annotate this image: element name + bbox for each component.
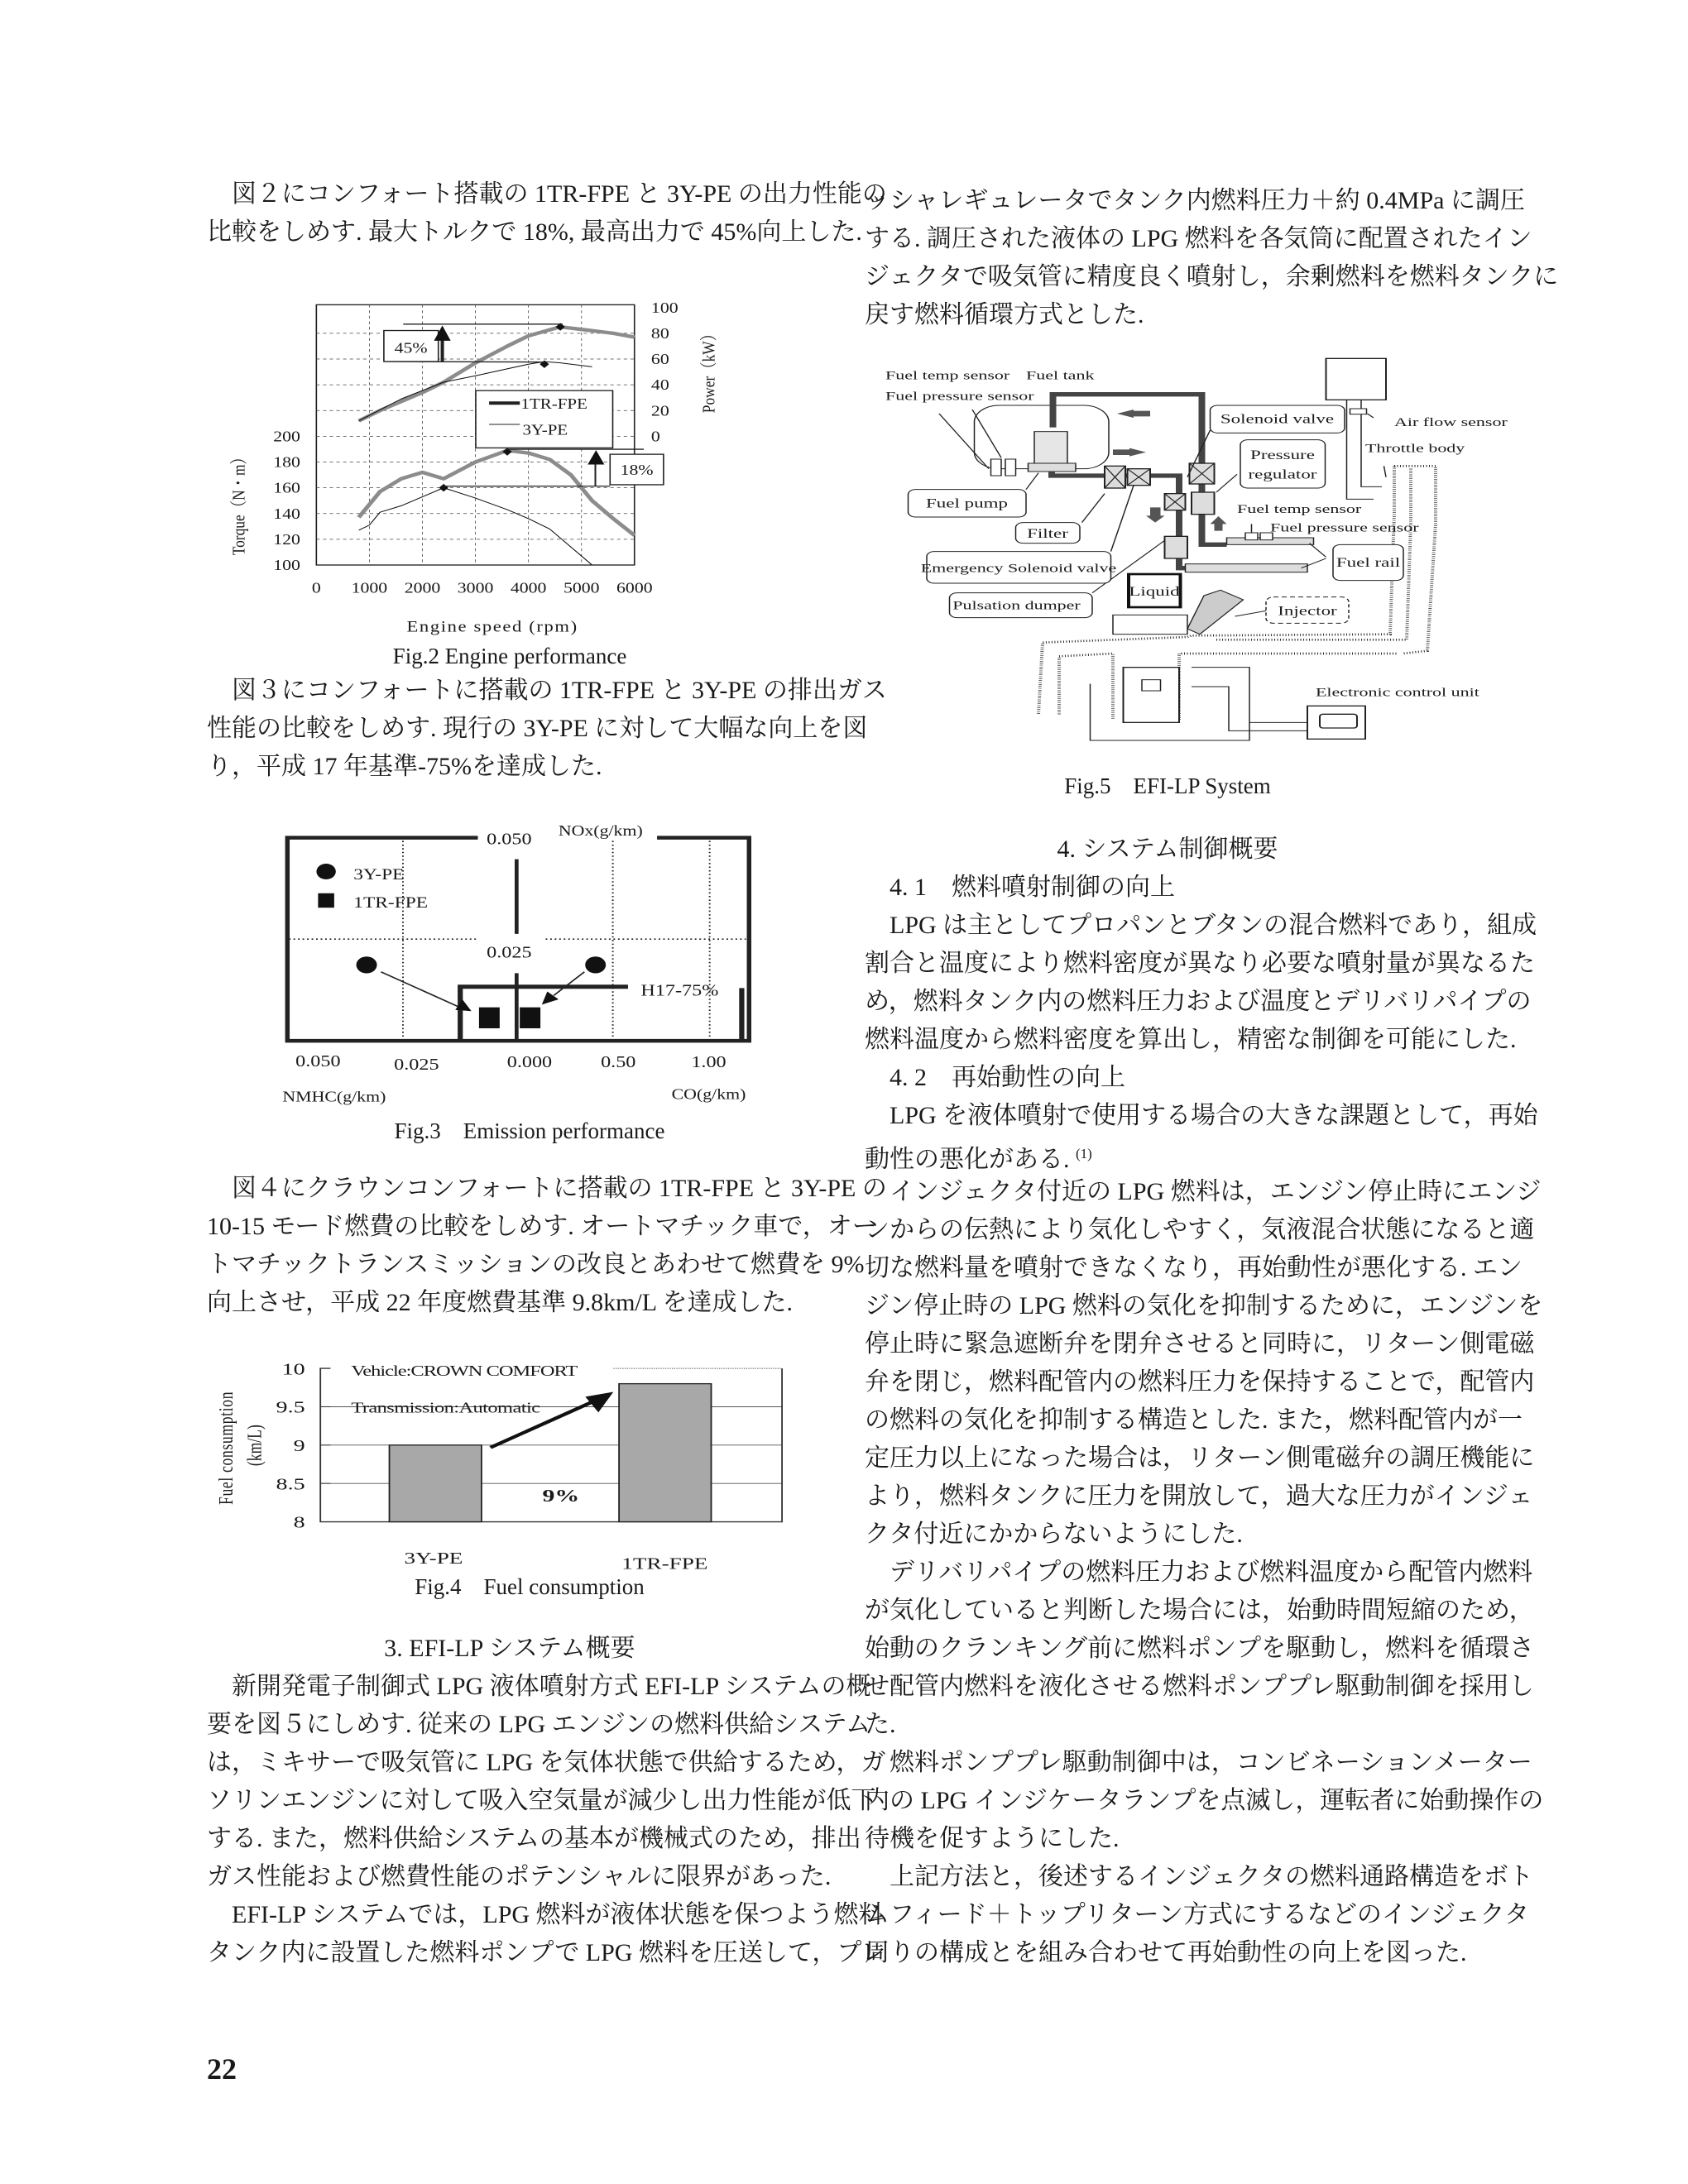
paragraph-line (865, 1401, 1523, 1439)
paragraph-line (865, 1325, 1535, 1363)
co-tick-label: 0.50 (601, 1051, 636, 1071)
line-text: 比較をしめす. 最大トルクで 18%, 最高出力で 45%向上した. (207, 218, 862, 246)
line-text: 動性の悪化がある. (865, 1146, 1076, 1173)
cylinder-head (1113, 615, 1187, 634)
y-tick-label-right: 60 (650, 351, 669, 368)
paragraph-line (207, 1170, 887, 1208)
paragraph-line (207, 1668, 871, 1706)
line-text: デリバリパイプの燃料圧力および燃料温度から配管内燃料 (890, 1559, 1533, 1586)
section-heading: 3. EFI-LP システム概要 (384, 1635, 635, 1662)
line-text: タンク内に設置した燃料ポンプで LPG 燃料を圧送して，プレ (207, 1939, 886, 1966)
x-tick-label: 5000 (563, 580, 600, 596)
line-text: ムフィード＋トップリターン方式にするなどのインジェクタ (865, 1901, 1529, 1928)
legend-marker-square (318, 893, 334, 908)
nox-tick-label: 0.025 (487, 942, 532, 961)
paragraph-line (865, 1934, 1470, 1972)
diagram-label-air-flow-sensor: Air flow sensor (1394, 415, 1508, 429)
fig4-caption: Fig.4 Fuel consumption (415, 1574, 645, 1599)
line-text: 図４にクラウンコンフォートに搭載の 1TR-FPE と 3Y-PE の (232, 1175, 887, 1202)
fig5-caption: Fig.5 EFI-LP System (1064, 774, 1271, 798)
bar-3y-pe (390, 1445, 482, 1522)
paragraph-line (207, 1782, 876, 1820)
x-tick-label: 0 (311, 580, 321, 596)
paragraph-line (207, 1246, 865, 1284)
line-text: クタ付近にかからないようにした. (865, 1521, 1243, 1548)
paragraph-line (207, 748, 813, 786)
paragraph-line (865, 1782, 1544, 1820)
improvement-arrow (381, 972, 458, 1007)
paragraph-line (865, 1211, 1535, 1249)
fuel-pressure-sensor-body (1005, 459, 1016, 476)
line-text: ッシャレギュレータでタンク内燃料圧力＋約 0.4MPa に調圧 (865, 187, 1525, 214)
co-axis-title: CO(g/km) (671, 1086, 746, 1103)
improvement-arrow (554, 972, 584, 996)
right-column-top (865, 182, 1559, 334)
y-tick-label-left: 100 (273, 557, 300, 574)
leader-line (1384, 466, 1387, 477)
diagram-label-pressure-regulator-2: regulator (1248, 467, 1317, 482)
y-axis-title-right: Power（kW） (700, 326, 720, 414)
paragraph-line (865, 1021, 1517, 1059)
point-3y-pe-co (585, 956, 606, 973)
pressure-regulator-body (1192, 492, 1215, 515)
point-1tr-fpe-co (520, 1008, 540, 1028)
nmhc-tick-label: 0.025 (394, 1055, 439, 1074)
section-heading: 4. システム制御概要 (1057, 836, 1278, 863)
legend-marker-circle (316, 864, 335, 879)
y-axis-unit: (km/L) (242, 1425, 266, 1467)
diagram-label-fuel-temp-sensor-2: Fuel temp sensor (1237, 502, 1362, 516)
diagram-label-fuel-tank: Fuel tank (1026, 368, 1095, 383)
arrow-up-icon (587, 450, 604, 464)
diagram-label-pressure-regulator-1: Pressure (1250, 448, 1315, 462)
piston-pin (1142, 680, 1161, 691)
line-text: 停止時に緊急遮断弁を閉弁させると同時に，リターン側電磁 (865, 1330, 1535, 1358)
line-text: LPG を液体噴射で使用する場合の大きな課題として，再始 (890, 1102, 1538, 1129)
line-text: ンからの伝熱により気化しやすく，気液混合状態になると適 (865, 1216, 1535, 1243)
fuel-consumption-chart (207, 1332, 803, 1597)
diagram-label-fuel-temp-sensor-1: Fuel temp sensor (885, 368, 1010, 383)
leader-line (1082, 494, 1105, 523)
line-text: 図３にコンフォートに搭載の 1TR-FPE と 3Y-PE の排出ガス (232, 677, 887, 704)
left-column-mid2 (207, 1170, 887, 1322)
paragraph-line (865, 220, 1532, 258)
x-tick-label: 2000 (404, 580, 441, 596)
paragraph-line (865, 1858, 1534, 1896)
y-tick-label: 8 (293, 1513, 305, 1532)
leader-line (1302, 558, 1326, 568)
y-tick-label-right: 20 (650, 402, 669, 419)
diagram-label-filter: Filter (1027, 527, 1068, 541)
paragraph-line (865, 983, 1532, 1021)
y-tick-label-right: 100 (650, 299, 679, 317)
line-text: する. また，燃料供給システムの基本が機械式のため，排出 (207, 1825, 861, 1852)
y-axis-title: Fuel consumption (213, 1391, 237, 1506)
y-tick-label: 9 (293, 1436, 305, 1455)
diagram-label-fuel-rail: Fuel rail (1336, 556, 1401, 570)
category-label: 3Y-PE (404, 1549, 463, 1569)
paragraph-line (207, 1858, 832, 1896)
emission-performance-chart (265, 811, 778, 1158)
diagram-label-ecu: Electronic control unit (1316, 686, 1479, 700)
line-text: は，ミキサーで吸気管に LPG を気体状態で供給するため，ガ (207, 1749, 886, 1776)
line-text: EFI-LP システムでは，LPG 燃料が液体状態を保つよう燃料 (232, 1901, 884, 1928)
diagram-label-pulsation-dumper: Pulsation dumper (952, 599, 1081, 613)
paragraph-line (865, 1592, 1534, 1630)
y-tick-label-left: 140 (273, 505, 300, 523)
x-tick-label: 6000 (616, 580, 653, 596)
paragraph-line (865, 1287, 1543, 1325)
paragraph-line (865, 1554, 1533, 1592)
y-tick-label-left: 200 (273, 429, 300, 445)
fuel-rail-lower (1186, 564, 1308, 572)
left-column-bottom (207, 1630, 886, 1972)
diagram-label-fuel-pressure-sensor-2: Fuel pressure sensor (1270, 521, 1419, 535)
line-text: 性能の比較をしめす. 現行の 3Y-PE に対して大幅な向上を図 (207, 715, 868, 742)
nox-tick-label: 0.050 (487, 829, 532, 848)
efi-lp-system-diagram (861, 347, 1523, 761)
paragraph-line (865, 1706, 1470, 1744)
left-column-top (207, 175, 887, 251)
line-text: 燃料温度から燃料密度を算出し，精密な制御を可能にした. (865, 1026, 1517, 1053)
flow-arrow-right (1113, 448, 1146, 457)
line-text: ガス性能および燃費性能のポテンシャルに限界があった. (207, 1863, 832, 1890)
paragraph-line (865, 1249, 1523, 1287)
nmhc-tick-label: 0.000 (506, 1051, 553, 1071)
y-tick-label-right: 80 (650, 325, 669, 342)
paragraph-line (207, 175, 887, 213)
paragraph-line (865, 1744, 1532, 1782)
line-text: 燃料ポンププレ駆動制御中は，コンビネーションメーター (890, 1749, 1532, 1776)
paragraph-line (865, 1439, 1535, 1478)
paragraph-line (865, 1820, 1470, 1858)
y-tick-label-right: 40 (650, 376, 669, 394)
flow-arrow-down (1146, 507, 1165, 522)
paragraph-line (207, 213, 862, 251)
nmhc-axis-title: NMHC(g/km) (282, 1089, 386, 1106)
x-tick-label: 4000 (510, 580, 547, 596)
line-text: 要を図５にしめす. 従来の LPG エンジンの燃料供給システム (207, 1711, 871, 1738)
paragraph-line (207, 1896, 884, 1934)
x-tick-label: 3000 (457, 580, 494, 596)
diagram-label-fuel-pressure-sensor-1: Fuel pressure sensor (885, 389, 1034, 404)
vehicle-note: Vehicle:CROWN COMFORT (351, 1363, 578, 1380)
line-text: め，燃料タンク内の燃料圧力および温度とデリバリパイプの (865, 988, 1532, 1015)
line-text: 待機を促すようにした. (865, 1825, 1120, 1852)
paragraph-line (865, 296, 1470, 334)
line-text: 向上させ，平成 22 年度燃費基準 9.8km/L を達成した. (207, 1289, 793, 1316)
right-column-bottom (865, 831, 1544, 1972)
line-text: ソリンエンジンに対して吸入空気量が減少し出力性能が低下 (207, 1787, 876, 1814)
line-text: ジン停止時の LPG 燃料の気化を抑制するために，エンジンを (865, 1292, 1543, 1320)
paragraph-line (865, 182, 1525, 220)
x-axis-title: Engine speed (rpm) (406, 618, 578, 635)
co-tick-label: 1.00 (691, 1051, 727, 1071)
y-tick-label: 8.5 (276, 1474, 305, 1494)
left-column-mid (207, 672, 887, 786)
point-1tr-fpe-nmhc (479, 1008, 500, 1028)
leader-line (1235, 611, 1267, 616)
line-text: せ配管内燃料を液化させる燃料ポンププレ駆動制御を採用し (865, 1673, 1534, 1700)
pump-base (1029, 463, 1077, 472)
y-tick-label: 9.5 (276, 1398, 305, 1417)
paragraph-line (865, 1516, 1470, 1554)
transmission-note: Transmission:Automatic (351, 1399, 541, 1416)
diagram-label-throttle-body: Throttle body (1365, 442, 1465, 456)
line-text: 新開発電子制御式 LPG 液体噴射方式 EFI-LP システムの概 (232, 1673, 871, 1700)
paragraph-line (865, 945, 1535, 983)
paragraph-line (865, 1630, 1535, 1668)
line-text: り，平成 17 年基準-75%を達成した. (207, 753, 602, 780)
peak-marker (439, 484, 448, 491)
line-text: が気化していると判断した場合には，始動時間短縮のため， (865, 1597, 1534, 1624)
legend-label: 3Y-PE (522, 423, 568, 439)
paragraph-line (865, 907, 1537, 945)
paragraph-line (207, 1934, 886, 1972)
y-axis-title-left: Torque（N・m） (230, 450, 249, 556)
fig3-caption: Fig.3 Emission performance (394, 1118, 665, 1143)
line-text: 周りの構成とを組み合わせて再始動性の向上を図った. (865, 1939, 1467, 1966)
annotation-label: 18% (620, 462, 654, 479)
flow-arrow-left (1117, 410, 1150, 418)
subsection-heading: 4. 2 再始動性の向上 (890, 1064, 1125, 1091)
category-label: 1TR-FPE (621, 1555, 708, 1573)
piston (1124, 668, 1180, 723)
paragraph-line (865, 1097, 1538, 1135)
increase-label: 9% (542, 1486, 580, 1506)
line-text: インジェクタ付近の LPG 燃料は，エンジン停止時にエンジ (890, 1178, 1542, 1205)
line-text: 始動のクランキング前に燃料ポンプを駆動し，燃料を循環さ (865, 1635, 1535, 1662)
line-text: 内の LPG インジケータランプを点滅し，運転者に始動操作の (865, 1787, 1544, 1814)
flow-arrow-up (1211, 516, 1227, 531)
line-text: 上記方法と，後述するインジェクタの燃料通路構造をボト (890, 1863, 1534, 1890)
paragraph-line (207, 672, 887, 710)
line-text: 戻す燃料循環方式とした. (865, 301, 1144, 328)
y-tick-label-left: 160 (273, 480, 300, 497)
ecu-display (1320, 714, 1357, 728)
fuel-pump-body (1034, 432, 1067, 465)
line-text: た. (865, 1711, 896, 1738)
nmhc-tick-label: 0.050 (295, 1051, 341, 1070)
fuel-temp-sensor-body (991, 459, 1002, 476)
legend-label: 3Y-PE (353, 865, 405, 884)
injector-body (1187, 590, 1244, 634)
paragraph-line (865, 1896, 1529, 1934)
point-3y-pe-nmhc (357, 956, 377, 973)
line-text: 図２にコンフォート搭載の 1TR-FPE と 3Y-PE の出力性能の (232, 180, 887, 208)
pulsation-dumper-body (1165, 536, 1188, 558)
line-text: の燃料の気化を抑制する構造とした. また，燃料配管内が一 (865, 1406, 1523, 1434)
leader-line (1368, 414, 1374, 418)
subsection-heading: 4. 1 燃料噴射制御の向上 (890, 874, 1175, 901)
fig2-caption: Fig.2 Engine performance (392, 644, 627, 668)
paragraph-line (207, 710, 868, 748)
air-cleaner-box (1326, 358, 1387, 400)
air-flow-sensor-body (1350, 409, 1367, 414)
engine-performance-chart (215, 290, 745, 637)
y-tick-label-left: 180 (273, 454, 300, 472)
paragraph-line (865, 1135, 1470, 1173)
paragraph-line (865, 1363, 1535, 1401)
bar-1tr-fpe (619, 1384, 711, 1522)
y-tick-label-right: 0 (650, 429, 660, 445)
page-number: 22 (207, 2052, 237, 2086)
paragraph-line (207, 1706, 871, 1744)
paragraph-line (207, 1744, 886, 1782)
y-tick-label-left: 120 (273, 531, 300, 548)
line-text: より，燃料タンクに圧力を開放して，過大な圧力がインジェ (865, 1482, 1533, 1510)
paragraph-line (207, 1208, 877, 1246)
line-text: 切な燃料量を噴射できなくなり，再始動性が悪化する. エン (865, 1254, 1523, 1281)
leader-line (1216, 474, 1237, 492)
line-text: 割合と温度により燃料密度が異なり必要な噴射量が異なるた (865, 950, 1535, 977)
line-text: 定圧力以上になった場合は，リターン側電磁弁の調圧機能に (865, 1444, 1535, 1472)
paragraph-line (865, 1668, 1534, 1706)
diagram-label-solenoid-valve: Solenoid valve (1220, 413, 1335, 427)
legend-label: 1TR-FPE (353, 893, 429, 912)
paragraph-line (207, 1284, 813, 1322)
leader-line (1310, 544, 1326, 558)
diagram-label-liquid: Liquid (1129, 585, 1180, 599)
paragraph-line (865, 258, 1559, 296)
leader-line (1111, 486, 1134, 552)
y-tick-label: 10 (281, 1359, 305, 1379)
annotation-label: 45% (394, 339, 428, 357)
diagram-label-injector: Injector (1278, 604, 1337, 619)
line-text: トマチックトランスミッションの改良とあわせて燃費を 9% (207, 1251, 865, 1278)
diagram-label-emergency-solenoid-valve: Emergency Solenoid valve (920, 562, 1117, 576)
diagram-label-fuel-pump: Fuel pump (926, 496, 1008, 511)
leader-line (1026, 473, 1038, 490)
nox-axis-title: NOx(g/km) (558, 822, 643, 840)
x-tick-label: 1000 (351, 580, 388, 596)
line-text: 弁を閉じ，燃料配管内の燃料圧力を保持することで，配管内 (865, 1368, 1535, 1396)
line-text: する. 調圧された液体の LPG 燃料を各気筒に配置されたイン (865, 225, 1532, 252)
paragraph-line (865, 1173, 1542, 1211)
line-text: ジェクタで吸気管に精度良く噴射し，余剰燃料を燃料タンクに (865, 263, 1559, 290)
paragraph-line (207, 1820, 861, 1858)
rail-temp-sensor (1245, 533, 1258, 540)
line-text: 10-15 モード燃費の比較をしめす. オートマチック車で，オー (207, 1213, 877, 1240)
h17-limit-label: H17-75% (640, 980, 719, 999)
reference-marker[interactable]: (1) (1076, 1146, 1092, 1161)
line-text: LPG は主としてプロパンとブタンの混合燃料であり，組成 (890, 912, 1537, 939)
legend-label: 1TR-FPE (520, 396, 587, 413)
paragraph-line (865, 1478, 1533, 1516)
